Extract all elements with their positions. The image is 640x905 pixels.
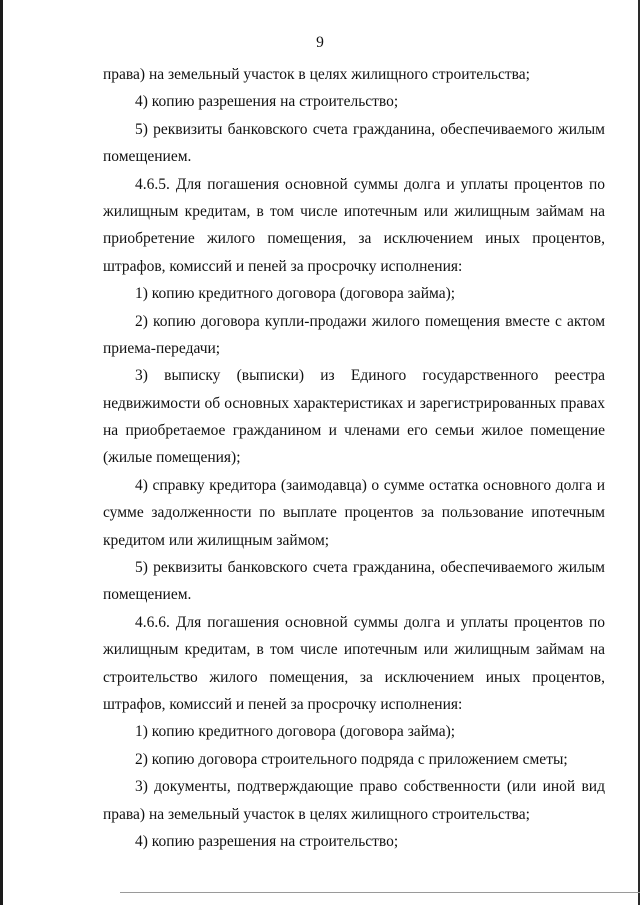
text-line: помещением. xyxy=(103,148,192,166)
text-line: 3) документы, подтверждающие право собственности (или иной вид xyxy=(135,778,605,796)
text-line: 5) реквизиты банковского счета гражданина, обеспечиваемого жилым xyxy=(135,559,605,577)
text-line: сумме задолженности по выплате процентов за пользование ипотечным xyxy=(103,504,605,522)
text-line: (жилые помещения); xyxy=(103,449,241,467)
text-line: штрафов, комиссий и пеней за просрочку исполнения: xyxy=(103,257,463,275)
text-line: недвижимости об основных характеристиках и зарегистрированных правах xyxy=(103,394,605,412)
text-line: помещением. xyxy=(103,586,192,604)
text-line: 4.6.6. Для погашения основной суммы долга и уплаты процентов по xyxy=(135,613,605,631)
text-line: 5) реквизиты банковского счета гражданина, обеспечиваемого жилым xyxy=(135,120,605,138)
text-line: на приобретаемое гражданином и членами его семьи жилое помещение xyxy=(103,422,605,440)
text-line: 1) копию кредитного договора (договора займа); xyxy=(135,285,456,303)
text-line: 4) копию разрешения на строительство; xyxy=(135,93,399,111)
text-line: 3) выписку (выписки) из Единого государственного реестра xyxy=(135,367,605,385)
text-line: строительство жилого помещения, за исключением иных процентов, xyxy=(103,668,605,686)
text-line: права) на земельный участок в целях жилищного строительства; xyxy=(103,805,530,823)
document-body xyxy=(103,61,605,855)
text-line: 4) копию разрешения на строительство; xyxy=(135,832,399,850)
scan-edge-left xyxy=(0,0,3,905)
text-line: 2) копию договора строительного подряда с приложением сметы; xyxy=(135,750,568,768)
text-line: приобретение жилого помещения, за исключением иных процентов, xyxy=(103,230,605,248)
text-line: 4) справку кредитора (заимодавца) о сумме остатка основного долга и xyxy=(135,476,605,494)
text-line: 4.6.5. Для погашения основной суммы долга и уплаты процентов по xyxy=(135,175,605,193)
text-line: 2) копию договора купли-продажи жилого помещения вместе с актом xyxy=(135,312,605,330)
text-line: кредитом или жилищным займом; xyxy=(103,531,330,549)
page-number: 9 xyxy=(316,34,324,51)
text-line: права) на земельный участок в целях жилищного строительства; xyxy=(103,66,530,83)
text-line: приема-передачи; xyxy=(103,339,221,357)
text-line: жилищным кредитам, в том числе ипотечным или жилищным займам на xyxy=(103,641,605,659)
text-line: 1) копию кредитного договора (договора займа); xyxy=(135,723,456,741)
scan-bottom-rule xyxy=(120,892,640,893)
text-line: жилищным кредитам, в том числе ипотечным или жилищным займам на xyxy=(103,202,605,220)
text-line: штрафов, комиссий и пеней за просрочку исполнения: xyxy=(103,695,463,713)
